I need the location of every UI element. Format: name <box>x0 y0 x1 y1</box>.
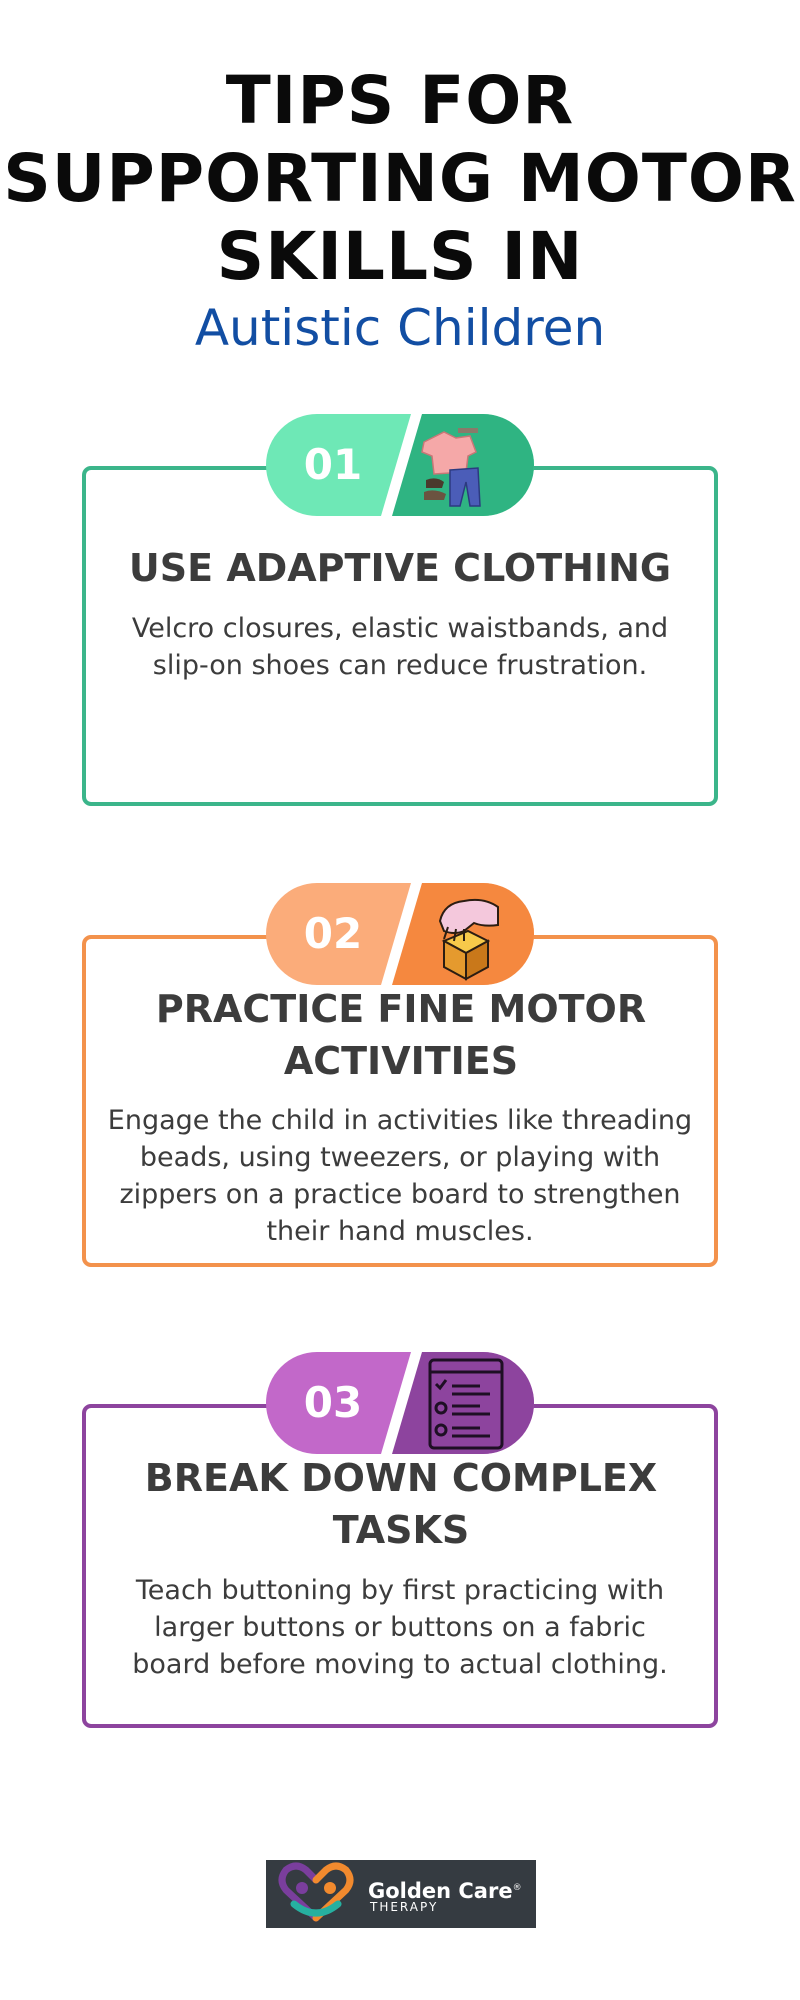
tip-card-1 <box>82 466 718 806</box>
clothing-icon <box>414 418 510 512</box>
tip-body: Engage the child in activities like threading beads, using tweezers, or playing with zippers on a practice board to strengthen their hand muscles. <box>107 1105 693 1247</box>
tip-badge-1 <box>266 414 534 516</box>
tip-heading: USE ADAPTIVE CLOTHING <box>128 546 672 590</box>
tip-heading: PRACTICE FINE MOTOR ACTIVITIES <box>155 987 647 1083</box>
checklist-icon <box>414 1356 510 1450</box>
tip-badge-2 <box>266 883 534 985</box>
tip-number: 02 <box>303 909 363 958</box>
tip-body: Teach buttoning by first practicing with larger buttons or buttons on a fabric board before moving to actual clothing. <box>132 1575 668 1680</box>
tip-number: 03 <box>303 1378 363 1427</box>
tip-heading: BREAK DOWN COMPLEX TASKS <box>144 1456 658 1552</box>
title-line: TIPS FOR <box>225 62 575 139</box>
tip-body: Velcro closures, elastic waistbands, and slip-on shoes can reduce frustration. <box>131 613 669 681</box>
tip-badge-3 <box>266 1352 534 1454</box>
logo-tagline: THERAPY <box>370 1900 439 1914</box>
page-subtitle: Autistic Children <box>194 299 606 357</box>
title-line: SKILLS IN <box>216 218 584 295</box>
brand-logo <box>266 1860 536 1928</box>
logo-name: Golden Care® <box>368 1879 522 1903</box>
title-line: SUPPORTING MOTOR <box>3 140 797 217</box>
page-title <box>0 62 800 296</box>
tip-number: 01 <box>303 440 363 489</box>
hand-box-icon <box>414 887 510 981</box>
heart-people-icon <box>272 1860 362 1928</box>
